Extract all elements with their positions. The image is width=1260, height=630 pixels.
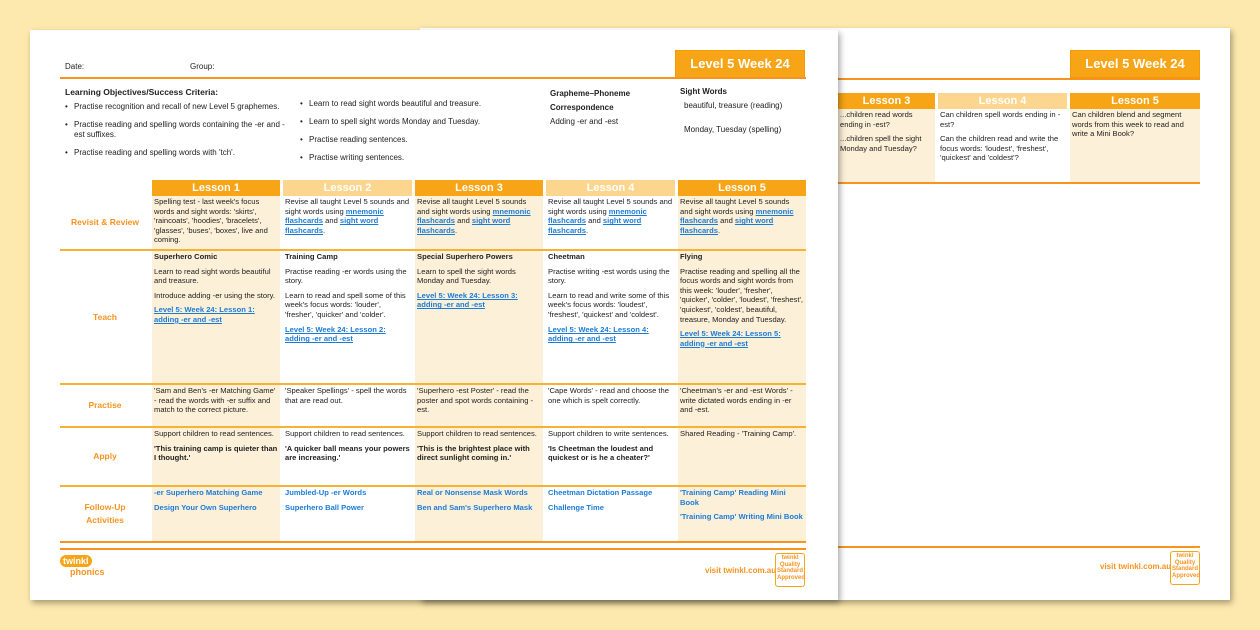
followup-link[interactable]: Superhero Ball Power	[285, 502, 364, 512]
objective: • Practise recognition and recall of new Level 5 graphemes.	[65, 102, 295, 112]
apply-quote: 'This is the brightest place with direct sunlight coming in.'	[417, 443, 530, 463]
teach-text: Introduce adding -er using the story.	[154, 290, 276, 300]
objective: • Learn to read sight words beautiful and treasure.	[300, 99, 530, 109]
back-l5-cell	[1070, 109, 1200, 182]
sight-word-flashcards-link[interactable]: sight word flashcards	[417, 216, 511, 235]
footer-url[interactable]: visit twinkl.com.au	[705, 566, 777, 575]
practise-text: 'Speaker Spellings' - spell the words that are read out.	[285, 386, 407, 405]
back-l4-q1: Can children spell words ending in -est?	[940, 110, 1061, 129]
teach-text: Learn to spell the sight words Monday and Tuesday.	[417, 266, 516, 286]
back-l3-q2: ...children spell the sight Monday and Tuesday?	[840, 134, 922, 153]
teach-title: Cheetman	[548, 252, 585, 261]
mnemonic-flashcards-link[interactable]: mnemonic flashcards	[548, 206, 647, 226]
group-label: Group:	[190, 62, 215, 71]
row-label-revisit: Revisit & Review	[70, 217, 140, 227]
apply-cell-3	[415, 428, 543, 485]
lesson-link[interactable]: Level 5: Week 24: Lesson 1: adding -er and -est	[154, 305, 255, 324]
mnemonic-flashcards-link[interactable]: mnemonic flashcards	[417, 206, 531, 226]
objectives-list-2	[300, 99, 530, 171]
back-l5-q1: Can children blend and segment words from this week to read and write a Mini Book?	[1072, 110, 1184, 139]
back-l3-q1: ...children read words ending in -est?	[840, 110, 913, 129]
twinkl-phonics-logo: twinkl phonics	[60, 555, 105, 577]
teach-title: Special Superhero Powers	[417, 252, 513, 261]
revisit-cell-1: Spelling test - last week's focus words and sight words: 'skirts', 'raincoats', 'hoodies', 'bracelets', 'glasses', 'buses', 'boxes', live and coming.	[152, 196, 280, 249]
apply-cell-1	[152, 428, 280, 485]
objective: • Practise reading and spelling words with 'tch'.	[65, 148, 295, 158]
followup-link[interactable]: Real or Nonsense Mask Words	[417, 488, 528, 497]
teach-cell-1	[152, 251, 280, 383]
back-lesson-5: Lesson 5	[1070, 93, 1200, 109]
revisit-cell-5: Revise all taught Level 5 sounds and sight words using mnemonic flashcards and sight word flashcards.	[678, 196, 806, 249]
mnemonic-flashcards-link[interactable]: mnemonic flashcards	[680, 206, 794, 226]
apply-text: Support children to read sentences.	[285, 429, 405, 438]
sight-word-flashcards-link[interactable]: sight word flashcards	[680, 216, 774, 235]
followup-link[interactable]: Design Your Own Superhero	[154, 502, 257, 512]
back-l4-cell	[938, 109, 1067, 182]
apply-cell-4	[546, 428, 675, 485]
practise-cell-3	[415, 385, 543, 426]
apply-cell-5	[678, 428, 806, 485]
sight-words-spelling: Monday, Tuesday (spelling)	[684, 125, 782, 134]
sight-word-flashcards-link[interactable]: sight word flashcards	[548, 216, 642, 235]
followup-cell-3	[415, 487, 543, 541]
apply-quote: 'Is Cheetman the loudest and quickest or is he a cheater?'	[548, 443, 654, 463]
practise-cell-1	[152, 385, 280, 426]
back-l3-cell	[838, 109, 935, 182]
teach-text: Practise writing -est words using the story.	[548, 266, 670, 286]
revisit-cell-3: Revise all taught Level 5 sounds and sight words using mnemonic flashcards and sight word flashcards.	[415, 196, 543, 249]
lesson-3-header: Lesson 3	[415, 180, 543, 196]
revisit-cell-2: Revise all taught Level 5 sounds and sight words using mnemonic flashcards and sight word flashcards.	[285, 197, 410, 235]
followup-cell-1	[152, 487, 280, 541]
teach-text: Learn to read and spell some of this week's focus words: 'louder', 'fresher', 'quicker' and 'colder'.	[285, 290, 406, 319]
objectives-heading: Learning Objectives/Success Criteria:	[65, 87, 219, 97]
level-title: Level 5 Week 24	[675, 50, 805, 78]
objective: • Practise reading and spelling words containing the -er and -est suffixes.	[65, 120, 295, 140]
teach-cell-2	[283, 251, 412, 383]
teach-text: Practise reading and spelling all the focus words and sight words from this week: 'louder', 'fresher', 'quicker', 'colder', 'loudest', 'freshest', 'quickest', 'coldest', beautiful, treasure, Monday and Tuesday.	[680, 266, 804, 324]
apply-text: Support children to write sentences.	[548, 429, 669, 438]
followup-link[interactable]: 'Training Camp' Writing Mini Book	[680, 512, 803, 522]
practise-cell-2	[283, 385, 412, 426]
back-l4-q2: Can the children read and write the focus words: 'loudest', 'freshest', 'quickest' and 'coldest'?	[940, 134, 1059, 163]
followup-cell-2	[283, 487, 412, 541]
sight-words-reading: beautiful, treasure (reading)	[684, 101, 783, 110]
back-lesson-3: Lesson 3	[838, 93, 935, 109]
practise-text: 'Superhero -est Poster' - read the poster and spot words containing -est.	[417, 386, 534, 415]
date-label: Date:	[65, 62, 85, 71]
teach-cell-5	[678, 251, 806, 383]
front-page	[30, 30, 838, 600]
followup-link[interactable]: Jumbled-Up -er Words	[285, 488, 367, 497]
apply-cell-2	[283, 428, 412, 485]
teach-title: Superhero Comic	[154, 252, 218, 261]
row-label-teach: Teach	[93, 311, 117, 322]
lesson-5-header: Lesson 5	[678, 180, 806, 196]
objective: • Practise writing sentences.	[300, 153, 530, 163]
apply-text: Shared Reading - 'Training Camp'.	[680, 429, 797, 438]
back-lesson-4: Lesson 4	[938, 93, 1067, 109]
followup-link[interactable]: 'Training Camp' Reading Mini Book	[680, 488, 786, 507]
teach-cell-4	[546, 251, 675, 383]
teach-text: Practise reading -er words using the story.	[285, 266, 407, 286]
followup-link[interactable]: Cheetman Dictation Passage	[548, 488, 653, 497]
practise-cell-4	[546, 385, 675, 426]
gpc-heading-2: Correspondence	[550, 103, 614, 112]
lesson-link[interactable]: Level 5: Week 24: Lesson 4: adding -er and -est	[548, 324, 649, 344]
practise-text: 'Cheetman's -er and -est Words' - write dictated words ending in -er and -est.	[680, 386, 793, 415]
objectives-list-1	[65, 102, 295, 166]
followup-link[interactable]: Ben and Sam's Superhero Mask	[417, 502, 533, 512]
followup-link[interactable]: -er Superhero Matching Game	[154, 488, 263, 497]
followup-cell-4	[546, 487, 675, 541]
row-label-apply: Apply	[93, 451, 117, 461]
apply-text: Support children to read sentences.	[154, 429, 274, 438]
quality-badge-icon: twinkl Quality Standard Approved	[1170, 551, 1200, 585]
back-footer-url[interactable]: visit twinkl.com.au	[1100, 562, 1172, 571]
gpc-heading-1: Grapheme–Phoneme	[550, 89, 631, 98]
objective: • Learn to spell sight words Monday and Tuesday.	[300, 117, 530, 127]
teach-text: Learn to read and write some of this week's focus words: 'loudest', 'freshest', 'quickest' and 'coldest'.	[548, 290, 670, 319]
quality-badge-icon: twinkl Quality Standard Approved	[775, 553, 805, 587]
practise-text: 'Cape Words' - read and choose the one which is spelt correctly.	[548, 386, 669, 405]
lesson-link[interactable]: Level 5: Week 24: Lesson 3: adding -er and -est	[417, 290, 518, 310]
teach-cell-3	[415, 251, 543, 383]
followup-cell-5	[678, 487, 806, 541]
row-label-practise: Practise	[88, 400, 122, 410]
objective: • Practise reading sentences.	[300, 135, 530, 145]
lesson-1-header: Lesson 1	[152, 180, 280, 196]
teach-title: Training Camp	[285, 252, 338, 261]
apply-text: Support children to read sentences.	[417, 429, 537, 438]
level-title: Level 5 Week 24	[1070, 50, 1200, 78]
lesson-link[interactable]: Level 5: Week 24: Lesson 2: adding -er and -est	[285, 324, 386, 344]
gpc-value: Adding -er and -est	[550, 117, 619, 126]
apply-quote: 'A quicker ball means your powers are increasing.'	[285, 443, 410, 463]
row-label-followup: Follow-Up Activities	[84, 502, 126, 525]
sight-words-heading: Sight Words	[680, 87, 727, 96]
sight-word-flashcards-link[interactable]: sight word flashcards	[285, 216, 379, 235]
mnemonic-flashcards-link[interactable]: mnemonic flashcards	[285, 206, 384, 226]
apply-quote: 'This training camp is quieter than I thought.'	[154, 443, 278, 463]
lesson-link[interactable]: Level 5: Week 24: Lesson 5: adding -er and -est	[680, 329, 781, 348]
practise-cell-5	[678, 385, 806, 426]
followup-link[interactable]: Challenge Time	[548, 502, 604, 512]
lesson-4-header: Lesson 4	[546, 180, 675, 196]
teach-title: Flying	[680, 252, 703, 261]
lesson-2-header: Lesson 2	[283, 180, 412, 196]
practise-text: 'Sam and Ben's -er Matching Game' - read the words with -er suffix and match to the correct picture.	[154, 386, 276, 415]
teach-text: Learn to read sight words beautiful and treasure.	[154, 266, 271, 286]
revisit-cell-4: Revise all taught Level 5 sounds and sight words using mnemonic flashcards and sight word flashcards.	[548, 197, 673, 235]
